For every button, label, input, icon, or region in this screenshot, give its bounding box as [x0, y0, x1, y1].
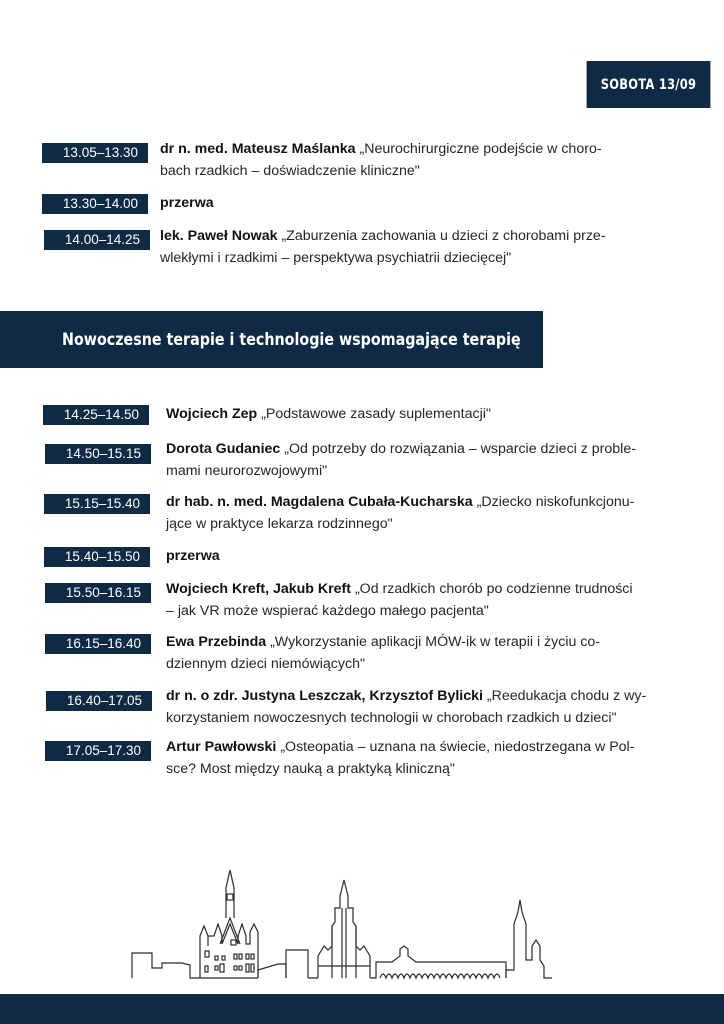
- session-description: [166, 492, 634, 535]
- session-description: [166, 546, 220, 568]
- town-hall-icon: [200, 870, 258, 978]
- speaker-name: Wojciech Kreft, Jakub Kreft: [166, 581, 352, 597]
- session-description: [166, 686, 646, 729]
- talk-title-line2: jące w praktyce lekarza rodzinnego": [166, 515, 393, 532]
- time-badge: 13.30–14.00: [42, 194, 148, 214]
- palace-of-culture-icon: [318, 880, 370, 978]
- session-description: [160, 139, 602, 182]
- talk-title-line1: „Od potrzeby do rozwiązania – wsparcie dzieci z proble-: [280, 441, 636, 457]
- talk-title-line1: „Podstawowe zasady suplementacji": [257, 406, 491, 422]
- church-towers-icon: [506, 900, 552, 978]
- time-badge: 16.40–17.05: [46, 691, 152, 711]
- time-badge: 14.25–14.50: [43, 405, 149, 425]
- time-badge: 14.00–14.25: [44, 230, 150, 250]
- day-label: SOBOTA 13/09: [600, 76, 697, 93]
- time-badge: 16.15–16.40: [45, 634, 151, 654]
- speaker-name: dr n. o zdr. Justyna Leszczak, Krzysztof Bylicki: [166, 688, 483, 704]
- talk-title-line2: mami neurorozwojowymi": [166, 462, 328, 479]
- city-skyline-illustration: [130, 866, 552, 984]
- speaker-name: Wojciech Zep: [166, 406, 258, 422]
- footer-bar: [0, 994, 724, 1024]
- speaker-name: lek. Paweł Nowak: [160, 228, 278, 244]
- talk-title-line1: „Zaburzenia zachowania u dzieci z chorobami prze-: [277, 228, 606, 244]
- session-description: [160, 193, 214, 215]
- skyline-left-buildings: [132, 953, 200, 978]
- session-description: [160, 226, 606, 269]
- talk-title-line2: korzystaniem nowoczesnych technologii w chorobach rzadkich u dzieci": [166, 709, 617, 726]
- talk-title-line1: „Osteopatia – uznana na świecie, niedostrzegana w Pol-: [276, 739, 635, 755]
- cloth-hall-icon: [370, 946, 506, 978]
- talk-title-line2: – jak VR może wspierać każdego małego pacjenta": [166, 602, 489, 619]
- skyline-middle-buildings: [258, 950, 318, 978]
- time-badge: 15.40–15.50: [44, 547, 150, 567]
- session-description: [166, 579, 633, 622]
- time-badge: 14.50–15.15: [45, 444, 151, 464]
- session-description: [166, 737, 634, 780]
- speaker-name: Dorota Gudaniec: [166, 441, 281, 457]
- talk-title-line2: dziennym dzieci niemówiących": [166, 655, 366, 672]
- break-label: przerwa: [160, 195, 214, 211]
- speaker-name: Artur Pawłowski: [166, 739, 277, 755]
- speaker-name: dr n. med. Mateusz Maślanka: [160, 141, 356, 157]
- time-badge: 13.05–13.30: [42, 143, 148, 163]
- time-badge: 15.15–15.40: [44, 494, 150, 514]
- talk-title-line1: „Dziecko niskofunkcjonu-: [472, 494, 635, 510]
- section-banner: [0, 311, 543, 368]
- talk-title-line2: wlekłymi i rzadkimi – perspektywa psychiatrii dziecięcej": [160, 249, 512, 266]
- break-label: przerwa: [166, 548, 220, 564]
- day-badge: [587, 61, 711, 108]
- speaker-name: dr hab. n. med. Magdalena Cubała-Kucharska: [166, 494, 473, 510]
- session-description: [166, 439, 636, 482]
- time-badge: 17.05–17.30: [45, 741, 151, 761]
- time-badge: 15.50–16.15: [45, 583, 151, 603]
- session-description: [166, 404, 491, 426]
- section-title: Nowoczesne terapie i technologie wspomagające terapię: [62, 329, 521, 350]
- session-description: [166, 632, 600, 675]
- talk-title-line2: bach rzadkich – doświadczenie kliniczne": [160, 162, 420, 179]
- talk-title-line1: „Od rzadkich chorób po codzienne trudności: [351, 581, 633, 597]
- speaker-name: Ewa Przebinda: [166, 634, 267, 650]
- talk-title-line1: „Neurochirurgiczne podejście w choro-: [355, 141, 602, 157]
- talk-title-line2: sce? Most między nauką a praktyką kliniczną": [166, 760, 455, 777]
- talk-title-line1: „Wykorzystanie aplikacji MÓW-ik w terapii i życiu co-: [266, 634, 601, 650]
- talk-title-line1: „Reedukacja chodu z wy-: [482, 688, 647, 704]
